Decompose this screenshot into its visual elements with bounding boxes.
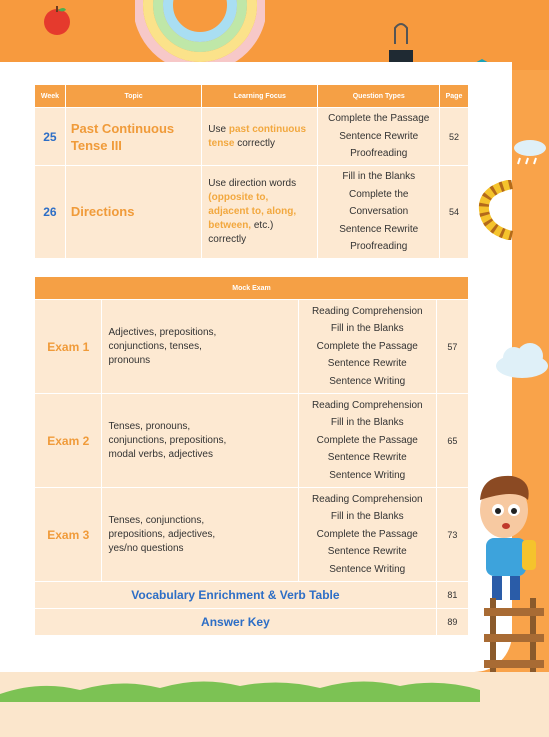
topic-title xyxy=(65,108,201,166)
focus-highlight: along, xyxy=(266,205,297,217)
table-row xyxy=(35,394,469,488)
question-type: Sentence Rewrite xyxy=(327,546,407,558)
question-type: Reading Comprehension xyxy=(311,493,423,505)
table-row xyxy=(35,108,469,166)
exam-topic-line: pronouns xyxy=(108,354,151,366)
question-types xyxy=(298,300,436,394)
question-type: Sentence Rewrite xyxy=(327,452,407,464)
page-number: 52 xyxy=(439,108,468,166)
focus-highlight: past continuous tense xyxy=(208,123,307,149)
header-week: Week xyxy=(35,85,66,108)
question-type: Complete the Passage xyxy=(316,434,418,446)
question-type: Proofreading xyxy=(350,241,408,252)
focus-highlight: (opposite to, xyxy=(208,191,269,203)
page-number: 89 xyxy=(436,609,468,636)
topic-line: Past Continuous xyxy=(70,120,175,136)
question-type: Reading Comprehension xyxy=(311,305,423,317)
topic-title: Directions xyxy=(65,166,201,259)
question-type: Reading Comprehension xyxy=(311,399,423,411)
question-type: Complete the Passage xyxy=(328,113,430,125)
exam-name: Exam 2 xyxy=(35,394,102,488)
week-number: 25 xyxy=(35,108,66,166)
cloud-icon xyxy=(492,340,549,380)
exam-topic-line: prepositions, adjectives, xyxy=(108,528,216,540)
mock-exam-table xyxy=(34,276,469,636)
question-types xyxy=(298,488,436,582)
question-type: Sentence Rewrite xyxy=(339,130,419,142)
focus-text: correctly xyxy=(234,137,275,149)
exam-topic-line: Adjectives, prepositions, xyxy=(108,326,217,338)
question-type: Sentence Writing xyxy=(329,563,406,575)
focus-text: Use direction words xyxy=(208,177,297,189)
header-topic: Topic xyxy=(65,85,201,108)
boy-character-icon xyxy=(472,470,548,610)
question-types xyxy=(318,166,440,259)
focus-text: etc.) correctly xyxy=(208,219,274,245)
exam-topic-line: Tenses, conjunctions, xyxy=(108,514,205,526)
vocabulary-enrichment-link[interactable]: Vocabulary Enrichment & Verb Table xyxy=(35,582,437,609)
exam-topic-line: conjunctions, prepositions, xyxy=(108,434,227,446)
exam-topics xyxy=(102,300,298,394)
exam-topic-line: Tenses, pronouns, xyxy=(108,420,191,432)
header-page: Page xyxy=(439,85,468,108)
table-header-row xyxy=(35,85,469,108)
question-type: Sentence Rewrite xyxy=(339,223,419,235)
question-type: Proofreading xyxy=(350,148,408,160)
learning-focus xyxy=(202,108,318,166)
exam-topics xyxy=(102,488,298,582)
learning-focus xyxy=(202,166,318,259)
exam-name: Exam 1 xyxy=(35,300,102,394)
question-types xyxy=(298,394,436,488)
exam-topic-line: yes/no questions xyxy=(108,542,184,554)
apple-icon xyxy=(40,4,74,38)
exam-name: Exam 3 xyxy=(35,488,102,582)
focus-highlight: between, xyxy=(208,219,252,231)
page-number: 65 xyxy=(436,394,468,488)
question-type: Fill in the Blanks xyxy=(330,417,404,429)
week-number: 26 xyxy=(35,166,66,259)
page-number: 54 xyxy=(439,166,468,259)
table-row xyxy=(35,488,469,582)
page-number: 73 xyxy=(436,488,468,582)
answer-key-link[interactable]: Answer Key xyxy=(35,609,437,636)
page-number: 57 xyxy=(436,300,468,394)
exam-topic-line: conjunctions, tenses, xyxy=(108,340,202,352)
question-type: Sentence Writing xyxy=(329,469,406,481)
topic-line: Tense III xyxy=(70,137,122,153)
question-type: Sentence Writing xyxy=(329,375,406,387)
exam-topics xyxy=(102,394,298,488)
table-row xyxy=(35,609,469,636)
question-type: Complete the Passage xyxy=(316,528,418,540)
exam-topic-line: modal verbs, adjectives xyxy=(108,448,213,460)
weekly-topics-table xyxy=(34,84,469,259)
rainbow-icon xyxy=(135,0,265,70)
table-row xyxy=(35,166,469,259)
question-type: Complete the Passage xyxy=(316,340,418,352)
focus-text: Use xyxy=(208,123,229,135)
table-row xyxy=(35,582,469,609)
page-number: 81 xyxy=(436,582,468,609)
grass-hill-icon xyxy=(0,672,549,702)
question-type: Fill in the Blanks xyxy=(342,171,416,182)
header-learning-focus: Learning Focus xyxy=(202,85,318,108)
top-background-band xyxy=(0,0,549,70)
question-type: Fill in the Blanks xyxy=(330,511,404,523)
table-row xyxy=(35,300,469,394)
question-type: Complete the Conversation xyxy=(348,188,409,217)
question-type: Sentence Rewrite xyxy=(327,358,407,370)
mock-exam-title: Mock Exam xyxy=(35,277,469,300)
focus-highlight: adjacent to, xyxy=(208,205,264,217)
header-question-types: Question Types xyxy=(318,85,440,108)
question-type: Fill in the Blanks xyxy=(330,323,404,335)
striped-snake-icon xyxy=(476,180,516,240)
question-types xyxy=(318,108,440,166)
rain-cloud-icon xyxy=(512,138,548,168)
